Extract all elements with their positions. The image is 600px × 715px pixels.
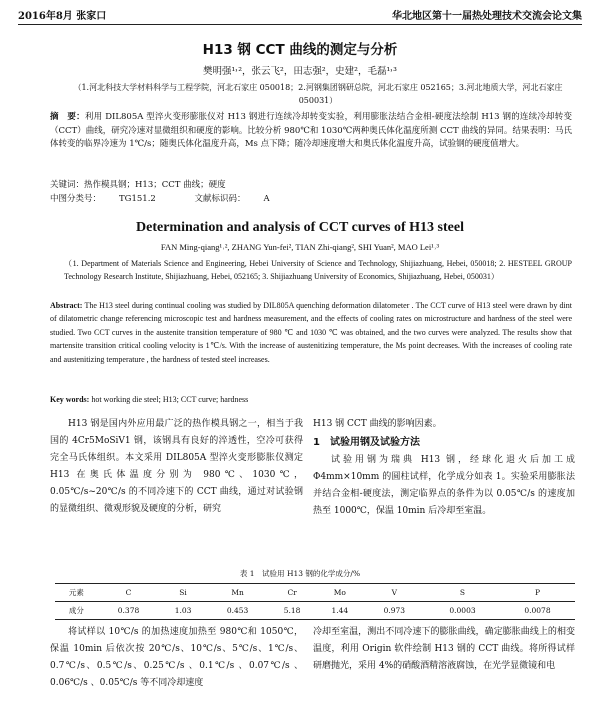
abstract-cn-label: 摘 要：	[50, 112, 85, 122]
table-cell: 0.453	[207, 602, 268, 620]
table-1	[55, 583, 575, 620]
table-row	[55, 602, 575, 620]
title-chinese: H13 钢 CCT 曲线的测定与分析	[202, 42, 398, 58]
table-header-cell: 元素	[55, 584, 98, 602]
affiliation-english: （1. Department of Materials Science and Engineering, Hebei University of Science and Technology, Shijiazhuang, Hebei, 050018; 2. HESTEEL GROUP Technology Research Institute, Shijiazhuang, Hebei, 052165; 3. Shijiazhuang University of Economics, Shijiazhuang, Hebei, 050031）	[64, 259, 572, 281]
body-right-column	[313, 624, 575, 675]
section-1-heading: 1 试验用钢及试验方法	[313, 437, 420, 448]
intro-left-column	[50, 416, 303, 518]
table-header-cell: P	[500, 584, 575, 602]
abstract-cn-text: 利用 DIL805A 型淬火变形膨胀仪对 H13 钢进行连续冷却转变实验，利用膨胀法结合金相-硬度法绘制 H13 钢的连续冷却转变（CCT）曲线，研究冷速对显微组织和硬度的影响。比较分析 980℃和 1030℃两种奥氏体化温度所测 CCT 曲线的异同。结果表明：马氏体转变的临界冷速为 1℃/s；随奥氏体化温度升高，Ms 点下降；随冷却速度增大和奥氏体化温度升高，试验钢的硬度值增大。	[50, 112, 572, 149]
table-header-row	[55, 584, 575, 602]
abstract-en-label: Abstract:	[50, 301, 83, 310]
authors-chinese: 樊明强¹˒²，张云飞²，田志强²，史建²，毛磊¹˒³	[203, 66, 397, 77]
table-cell: 0.973	[364, 602, 425, 620]
table-row-label: 成分	[55, 602, 98, 620]
running-head-left: 2016年8月 张家口	[18, 11, 107, 22]
running-head	[18, 6, 582, 25]
table-cell: 0.378	[98, 602, 159, 620]
table-1-caption: 表 1 试验用 H13 钢的化学成分/%	[239, 569, 361, 578]
keywords-en-label: Key words:	[50, 395, 90, 404]
title-english: Determination and analysis of CCT curves of H13 steel	[136, 220, 464, 235]
method-paragraph: 将试样以 10℃/s 的加热速度加热至 980℃和 1050℃，保温 10min 后依次按 20℃/s、10℃/s、5℃/s、1℃/s、0.7℃/s、0.5℃/s、0.25℃/s 、0.1℃/s 、0.07℃/s 、0.06℃/s 、0.05℃/s 等不同冷却速度	[50, 627, 303, 688]
intro-right-column	[313, 416, 575, 520]
abstract-english	[50, 299, 572, 366]
method-continuation: 冷却至室温，测出不同冷速下的膨胀曲线，确定膨胀曲线上的相变温度，利用 Origin 软件绘制 H13 钢的 CCT 曲线。将所得试样研磨抛光，采用 4%的硝酸酒精溶液腐蚀，在光学显微镜和电	[313, 627, 575, 671]
table-header-cell: C	[98, 584, 159, 602]
intro-paragraph: H13 钢是国内外应用最广泛的热作模具钢之一，相当于我国的 4Cr5MoSiV1 钢，该钢具有良好的淬透性，空冷可获得完全马氏体组织。本文采用 DIL805A 型淬火变形膨胀仪测定 H13 在奥氏体温度分别为 980℃、1030℃，0.05℃/s~20℃/s 的不同冷速下的 CCT 曲线，通过对试验钢的显微组织、微观形貌及硬度的分析，研究	[50, 419, 303, 514]
keywords-chinese	[50, 178, 572, 190]
authors-english: FAN Ming-qiang¹˒², ZHANG Yun-fei², TIAN Zhi-qiang², SHI Yuan², MAO Lei¹˒³	[160, 242, 440, 252]
table-cell: 0.0003	[425, 602, 500, 620]
running-head-right: 华北地区第十一届热处理技术交流会论文集	[392, 11, 582, 22]
keywords-cn-label: 关键词：	[50, 180, 85, 190]
table-header-cell: Si	[159, 584, 207, 602]
abstract-chinese	[50, 111, 572, 152]
doc-code: 文献标识码： A	[194, 194, 270, 204]
intro-continuation: H13 钢 CCT 曲线的影响因素。	[313, 419, 442, 429]
abstract-en-text: The H13 steel during continual cooling was studied by DIL805A quenching deformation dilatometer . The CCT curve of H13 steel were drawn by dint of dilatometric change referencing microscopic test and hardness measurement, and the effects of cooling rates on microstructure and hardness of the steel were studied. Two CCT curves in the austenite transition temperature of 980 ℃ and 1030 ℃ was obtained, and the two curves were analyzed. The results show that martensite transition critical cooling velocity is 1℃/s. With the increase of austenitizing temperature, the Ms point decreases. With the increases of cooling rate and austenitizing temperature , the hardness of tested steel increases.	[50, 301, 572, 364]
body-left-column	[50, 624, 303, 692]
table-cell: 1.03	[159, 602, 207, 620]
keywords-en-text: hot working die steel; H13; CCT curve; hardness	[91, 395, 249, 404]
table-header-cell: S	[425, 584, 500, 602]
table-header-cell: V	[364, 584, 425, 602]
keywords-english	[50, 395, 572, 404]
table-header-cell: Mn	[207, 584, 268, 602]
classification-line	[50, 192, 572, 204]
section-1-text: 试验用钢为瑞典 H13 钢，经球化退火后加工成 Φ4mm×10mm 的圆柱试样，化学成分如表 1。实验采用膨胀法并结合金相-硬度法，测定临界点的条件为以 0.05℃/s 的速度加热至 1000℃，保温 10min 后冷却至室温。	[313, 455, 575, 516]
table-cell: 1.44	[316, 602, 364, 620]
affiliation-chinese: （1.河北科技大学材料科学与工程学院，河北石家庄 050018；2.河钢集团钢研总院，河北石家庄 052165；3.河北地质大学，河北石家庄 050031）	[73, 83, 563, 105]
class-no: 中图分类号： TG151.2	[50, 194, 156, 204]
table-cell: 0.0078	[500, 602, 575, 620]
table-header-cell: Cr	[268, 584, 316, 602]
table-header-cell: Mo	[316, 584, 364, 602]
table-cell: 5.18	[268, 602, 316, 620]
keywords-cn-text: 热作模具钢；H13；CCT 曲线；硬度	[84, 180, 226, 190]
